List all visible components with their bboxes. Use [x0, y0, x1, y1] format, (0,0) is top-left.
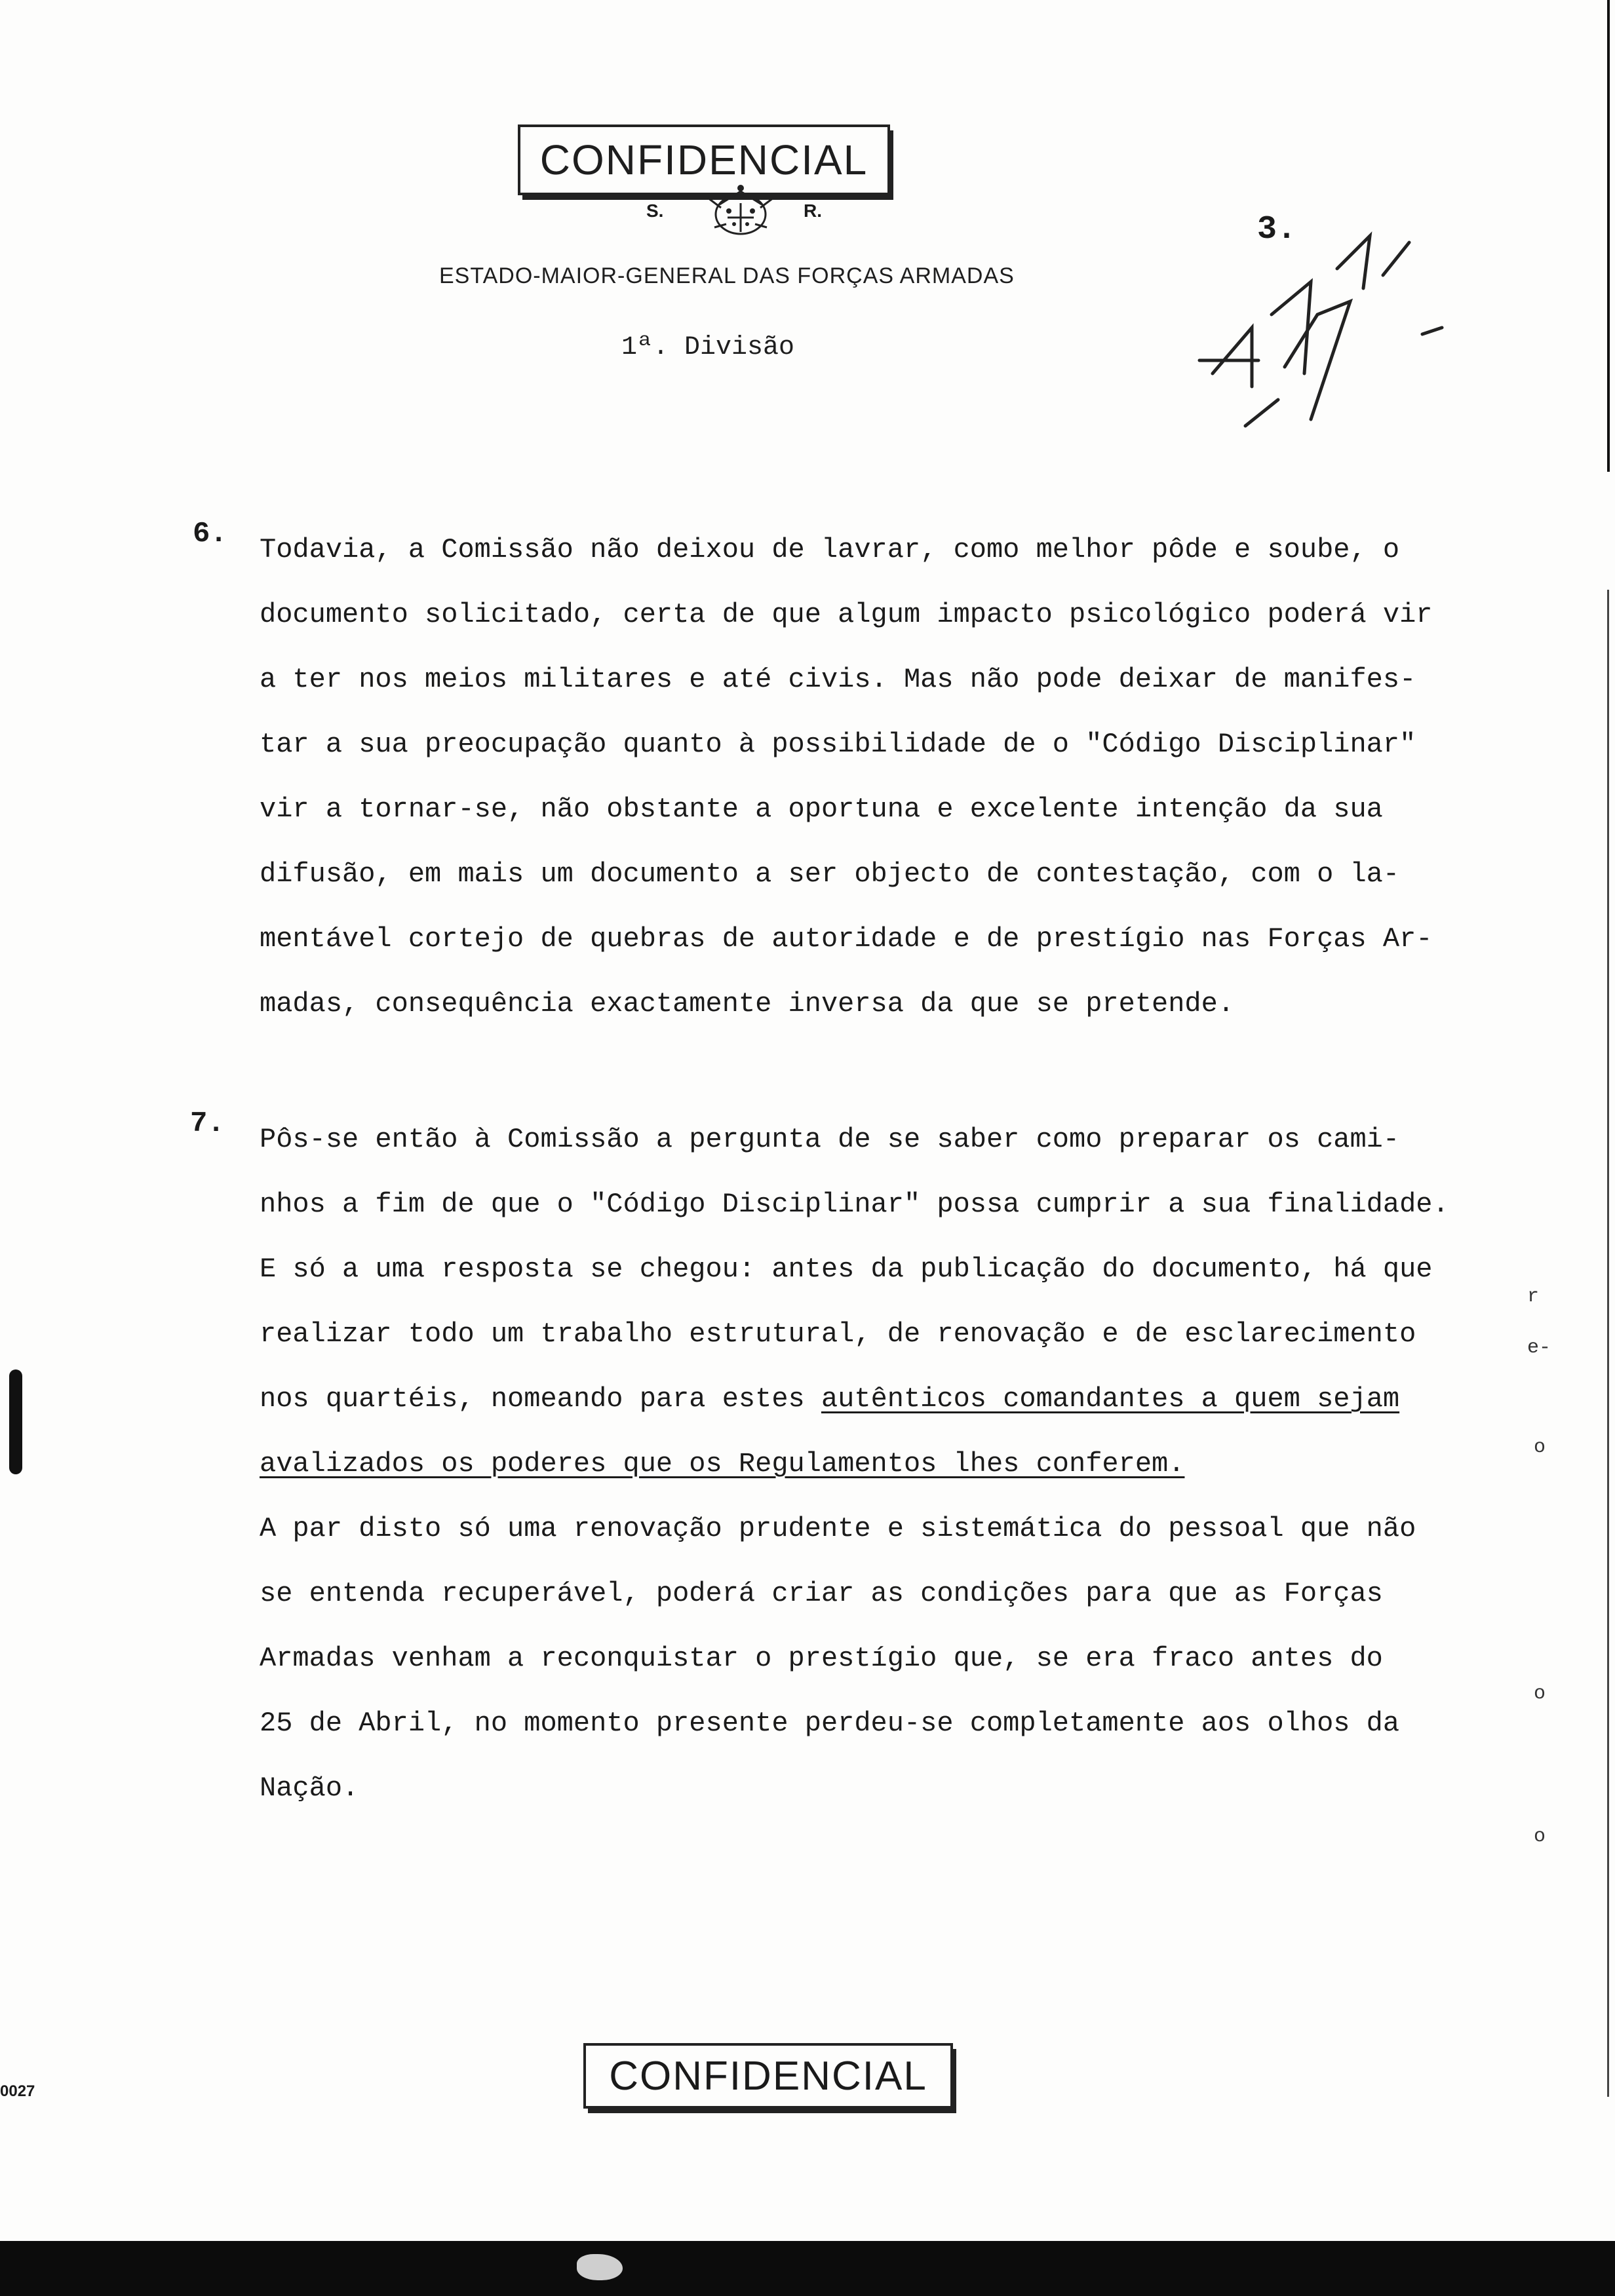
margin-fragment: o — [1534, 1683, 1546, 1705]
scan-artifact — [577, 2254, 623, 2280]
paragraph-6 — [260, 518, 1505, 1037]
text-line: realizar todo um trabalho estrutural, de renovação e de esclarecimento — [260, 1318, 1416, 1350]
text-line: madas, consequência exactamente inversa da que se pretende. — [260, 988, 1235, 1020]
margin-fragment: o — [1534, 1436, 1546, 1459]
handwritten-annotation — [1186, 229, 1462, 439]
text-line: Nação. — [260, 1772, 359, 1804]
scan-edge-line — [1607, 0, 1610, 472]
division-label: 1ª. Divisão — [621, 333, 795, 362]
frame-code: 0027 — [0, 2082, 35, 2100]
scan-border-bar — [0, 2241, 1615, 2296]
text-line: vir a tornar-se, não obstante a oportuna e excelente intenção da sua — [260, 794, 1383, 825]
text-line: tar a sua preocupação quanto à possibilidade de o "Código Disciplinar" — [260, 729, 1416, 760]
sr-left-label: S. — [646, 201, 664, 221]
text-line: A par disto só uma renovação prudente e sistemática do pessoal que não — [260, 1513, 1416, 1544]
margin-fragment: o — [1534, 1826, 1546, 1848]
underlined-text: autênticos comandantes a quem sejam — [821, 1383, 1400, 1415]
text-segment: nos quartéis, nomeando para estes — [260, 1383, 821, 1415]
margin-fragment: e- — [1527, 1337, 1551, 1359]
confidential-stamp-bottom: CONFIDENCIAL — [583, 2043, 953, 2109]
text-line: nhos a fim de que o "Código Disciplinar" possa cumprir a sua finalidade. — [260, 1189, 1449, 1220]
text-line: Pôs-se então à Comissão a pergunta de se saber como preparar os cami- — [260, 1124, 1400, 1155]
text-line: a ter nos meios militares e até civis. Mas não pode deixar de manifes- — [260, 664, 1416, 695]
text-line — [260, 1432, 1505, 1497]
confidential-stamp-top: CONFIDENCIAL — [518, 124, 890, 195]
text-line: Armadas venham a reconquistar o prestígio que, se era fraco antes do — [260, 1643, 1383, 1674]
text-line: mentável cortejo de quebras de autoridade e de prestígio nas Forças Ar- — [260, 923, 1433, 955]
scan-edge-line — [1607, 590, 1609, 2097]
text-line: E só a uma resposta se chegou: antes da publicação do documento, há que — [260, 1253, 1433, 1285]
scan-artifact — [9, 1369, 22, 1474]
paragraph-7 — [260, 1107, 1505, 1821]
text-line: 25 de Abril, no momento presente perdeu-se completamente aos olhos da — [260, 1708, 1400, 1739]
underlined-text: avalizados os poderes que os Regulamentos lhes conferem. — [260, 1448, 1185, 1480]
margin-fragment: r — [1527, 1286, 1540, 1308]
paragraph-number: 6. — [193, 518, 227, 550]
text-line: Todavia, a Comissão não deixou de lavrar, como melhor pôde e soube, o — [260, 534, 1400, 565]
text-line: se entenda recuperável, poderá criar as condições para que as Forças — [260, 1578, 1383, 1609]
organization-name: ESTADO-MAIOR-GENERAL DAS FORÇAS ARMADAS — [439, 263, 1015, 288]
text-line: difusão, em mais um documento a ser objecto de contestação, com o la- — [260, 858, 1400, 890]
text-line — [260, 1367, 1505, 1432]
page-number: 3. — [1257, 211, 1297, 248]
sr-right-label: R. — [804, 201, 822, 221]
paragraph-number: 7. — [190, 1107, 225, 1140]
text-line: documento solicitado, certa de que algum impacto psicológico poderá vir — [260, 599, 1433, 630]
coat-of-arms-icon — [688, 178, 793, 244]
